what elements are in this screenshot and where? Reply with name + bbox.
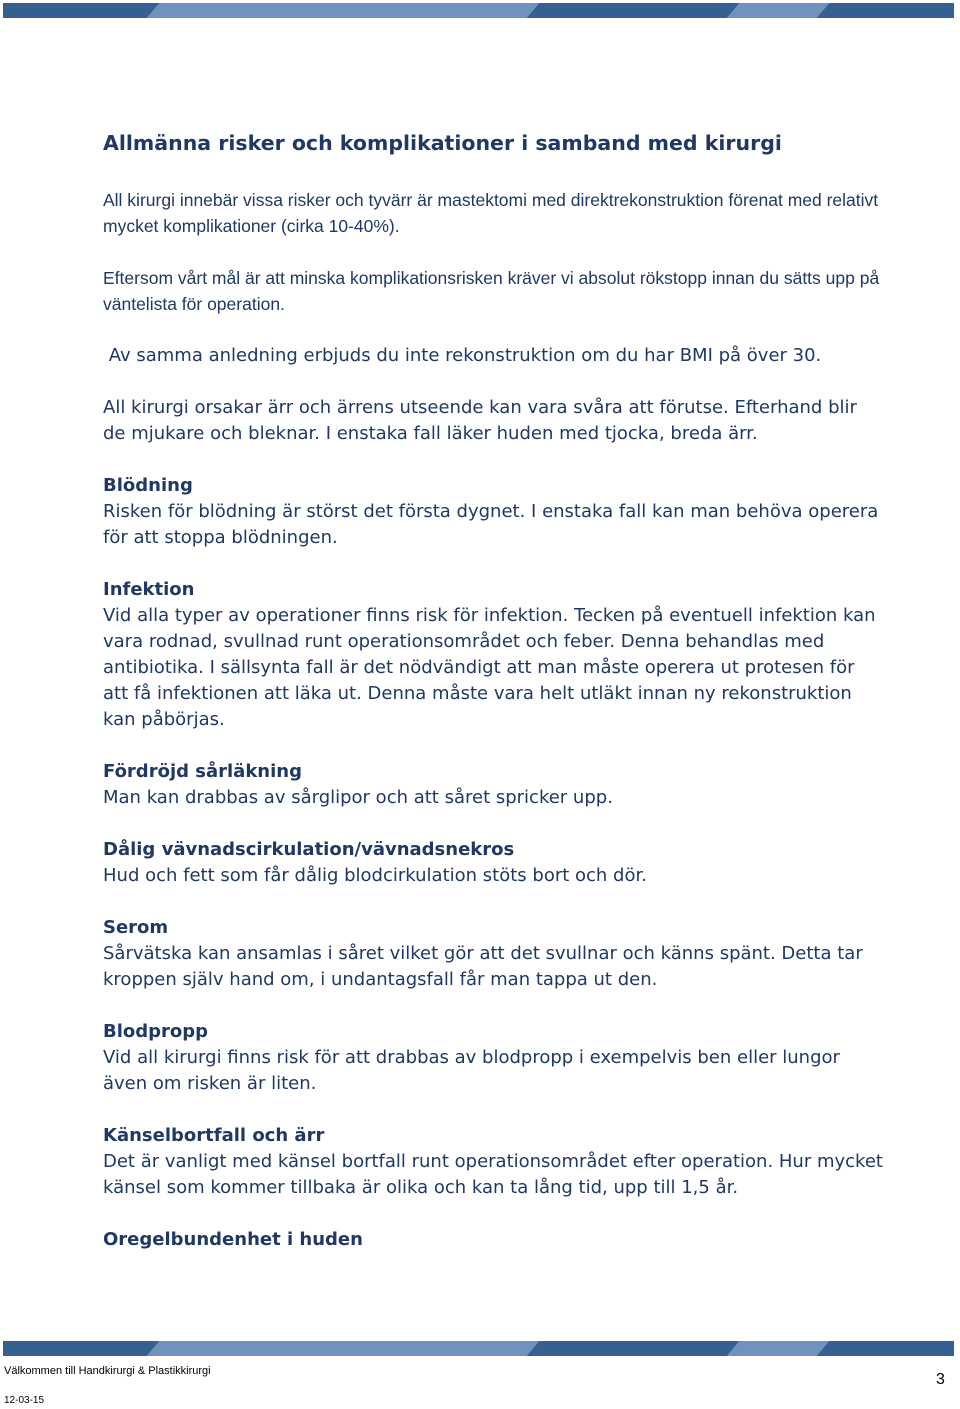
section-blodpropp (103, 1019, 883, 1097)
section-text: Sårvätska kan ansamlas i såret vilket gör att det svullnar och känns spänt. Detta tar kroppen själv hand om, i undantagsfall får man tappa ut den. (103, 943, 863, 990)
page-number: 3 (936, 1371, 945, 1388)
footer-date: 12-03-15 (4, 1395, 45, 1406)
section-oregelbundenhet (103, 1227, 883, 1253)
footer-decorative-stripe (3, 1341, 954, 1356)
section-text: Man kan drabbas av sårglipor och att såret spricker upp. (103, 787, 613, 808)
section-text: Hud och fett som får dålig blodcirkulation stöts bort och dör. (103, 865, 647, 886)
header-decorative-stripe (3, 3, 954, 18)
section-text: Vid all kirurgi finns risk för att drabbas av blodpropp i exempelvis ben eller lungor även om risken är liten. (103, 1047, 840, 1094)
intro-paragraph-3: Av samma anledning erbjuds du inte rekonstruktion om du har BMI på över 30. (103, 345, 822, 366)
intro-paragraph-1: All kirurgi innebär vissa risker och tyvärr är mastektomi med direktrekonstruktion förenat med relativt mycket komplikationer (cirka 10-40%). (103, 190, 884, 236)
section-heading: Blödning (103, 475, 193, 496)
section-heading: Serom (103, 917, 169, 938)
document-body (103, 129, 883, 1279)
section-infektion (103, 577, 883, 733)
section-daliga-vavnadscirkulation (103, 837, 883, 889)
document-title: Allmänna risker och komplikationer i samband med kirurgi (103, 131, 782, 155)
section-text: Risken för blödning är störst det första dygnet. I enstaka fall kan man behöva operera för att stoppa blödningen. (103, 501, 879, 548)
section-text: Det är vanligt med känsel bortfall runt operationsområdet efter operation. Hur mycket känsel som kommer tillbaka är olika och kan ta lång tid, upp till 1,5 år. (103, 1151, 883, 1198)
intro-paragraph-4: All kirurgi orsakar ärr och ärrens utseende kan vara svåra att förutse. Efterhand blir de mjukare och bleknar. I enstaka fall läker huden med tjocka, breda ärr. (103, 397, 863, 444)
section-serom (103, 915, 883, 993)
section-heading: Fördröjd sårläkning (103, 761, 302, 782)
section-fordrojd-sarlakning (103, 759, 883, 811)
section-kanselbortfall (103, 1123, 883, 1201)
section-heading: Blodpropp (103, 1021, 209, 1042)
section-blodning (103, 473, 883, 551)
section-heading: Oregelbundenhet i huden (103, 1229, 363, 1250)
footer-title: Välkommen till Handkirurgi & Plastikkirurgi (4, 1365, 211, 1377)
section-text: Vid alla typer av operationer finns risk för infektion. Tecken på eventuell infektion kan vara rodnad, svullnad runt operationsområdet och feber. Denna behandlas med antibiotika. I sällsynta fall är det nödvändigt att man måste operera ut protesen för att få infektionen att läka ut. Denna måste vara helt utläkt innan ny rekonstruktion kan påbörjas. (103, 605, 876, 730)
section-heading: Infektion (103, 579, 195, 600)
section-heading: Dålig vävnadscirkulation/vävnadsnekros (103, 839, 515, 860)
section-heading: Känselbortfall och ärr (103, 1125, 325, 1146)
intro-paragraph-2: Eftersom vårt mål är att minska komplikationsrisken kräver vi absolut rökstopp innan du sätts upp på väntelista för operation. (103, 268, 885, 314)
